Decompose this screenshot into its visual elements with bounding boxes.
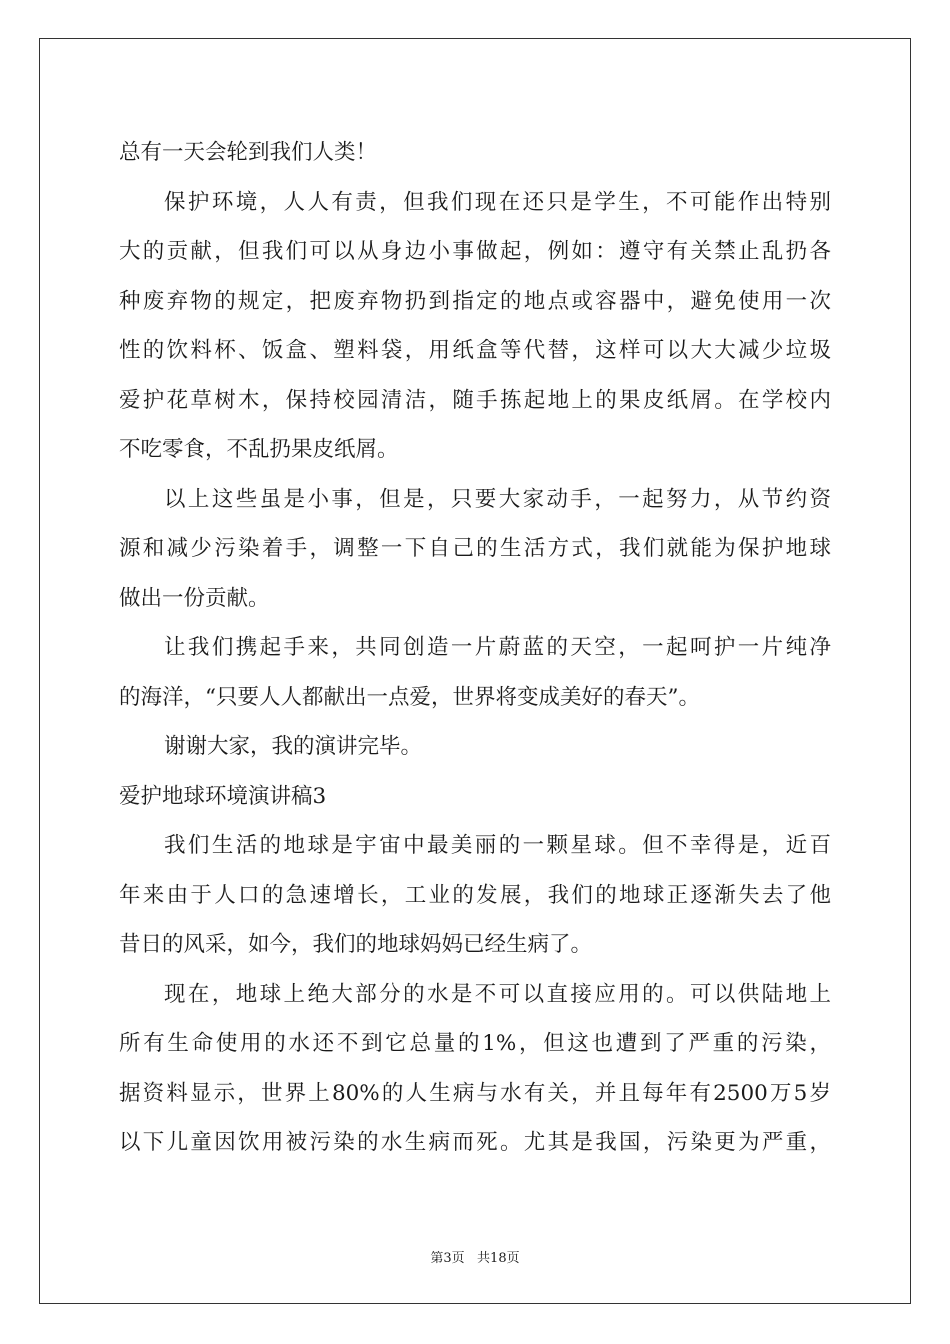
page-footer bbox=[0, 1247, 950, 1266]
text-line: 不吃零食，不乱扔果皮纸屑。 bbox=[119, 437, 399, 462]
text-line: 以下儿童因饮用被污染的水生病而死。尤其是我国，污染更为严重， bbox=[119, 1130, 831, 1155]
text-line: 的海洋，“只要人人都献出一点爱，世界将变成美好的春天”。 bbox=[119, 684, 700, 710]
text-line: 性的饮料杯、饭盒、塑料袋，用纸盒等代替，这样可以大大减少垃圾 bbox=[119, 338, 831, 363]
text-line: 做出一份贡献。 bbox=[119, 585, 270, 611]
text-line: 大的贡献，但我们可以从身边小事做起，例如：遵守有关禁止乱扔各 bbox=[119, 239, 831, 264]
text-line: 昔日的风采，如今，我们的地球妈妈已经生病了。 bbox=[119, 932, 593, 957]
text-line: 以上这些虽是小事，但是，只要大家动手，一起努力，从节约资 bbox=[164, 486, 831, 512]
text-line: 谢谢大家，我的演讲完毕。 bbox=[164, 734, 423, 759]
text-line: 种废弃物的规定，把废弃物扔到指定的地点或容器中，避免使用一次 bbox=[119, 288, 831, 314]
page-number: 第3页 共18页 bbox=[430, 1251, 520, 1266]
document-body bbox=[119, 128, 831, 1168]
text-line: 年来由于人口的急速增长，工业的发展，我们的地球正逐渐失去了他 bbox=[119, 882, 831, 908]
text-line: 我们生活的地球是宇宙中最美丽的一颗星球。但不幸得是，近百 bbox=[164, 833, 831, 858]
text-line: 所有生命使用的水还不到它总量的1%，但这也遭到了严重的污染， bbox=[119, 1031, 831, 1056]
text-line: 保护环境，人人有责，但我们现在还只是学生，不可能作出特别 bbox=[164, 189, 831, 215]
text-line: 源和减少污染着手，调整一下自己的生活方式，我们就能为保护地球 bbox=[119, 536, 831, 561]
text-line: 现在，地球上绝大部分的水是不可以直接应用的。可以供陆地上 bbox=[164, 981, 831, 1007]
text-line: 总有一天会轮到我们人类！ bbox=[119, 140, 378, 165]
text-line: 爱护地球环境演讲稿3 bbox=[119, 783, 327, 809]
text-line: 据资料显示，世界上80%的人生病与水有关，并且每年有2500万5岁 bbox=[119, 1080, 831, 1106]
text-line: 让我们携起手来，共同创造一片蔚蓝的天空，一起呵护一片纯净 bbox=[164, 635, 831, 660]
text-line: 爱护花草树木，保持校园清洁，随手拣起地上的果皮纸屑。在学校内 bbox=[119, 387, 831, 413]
